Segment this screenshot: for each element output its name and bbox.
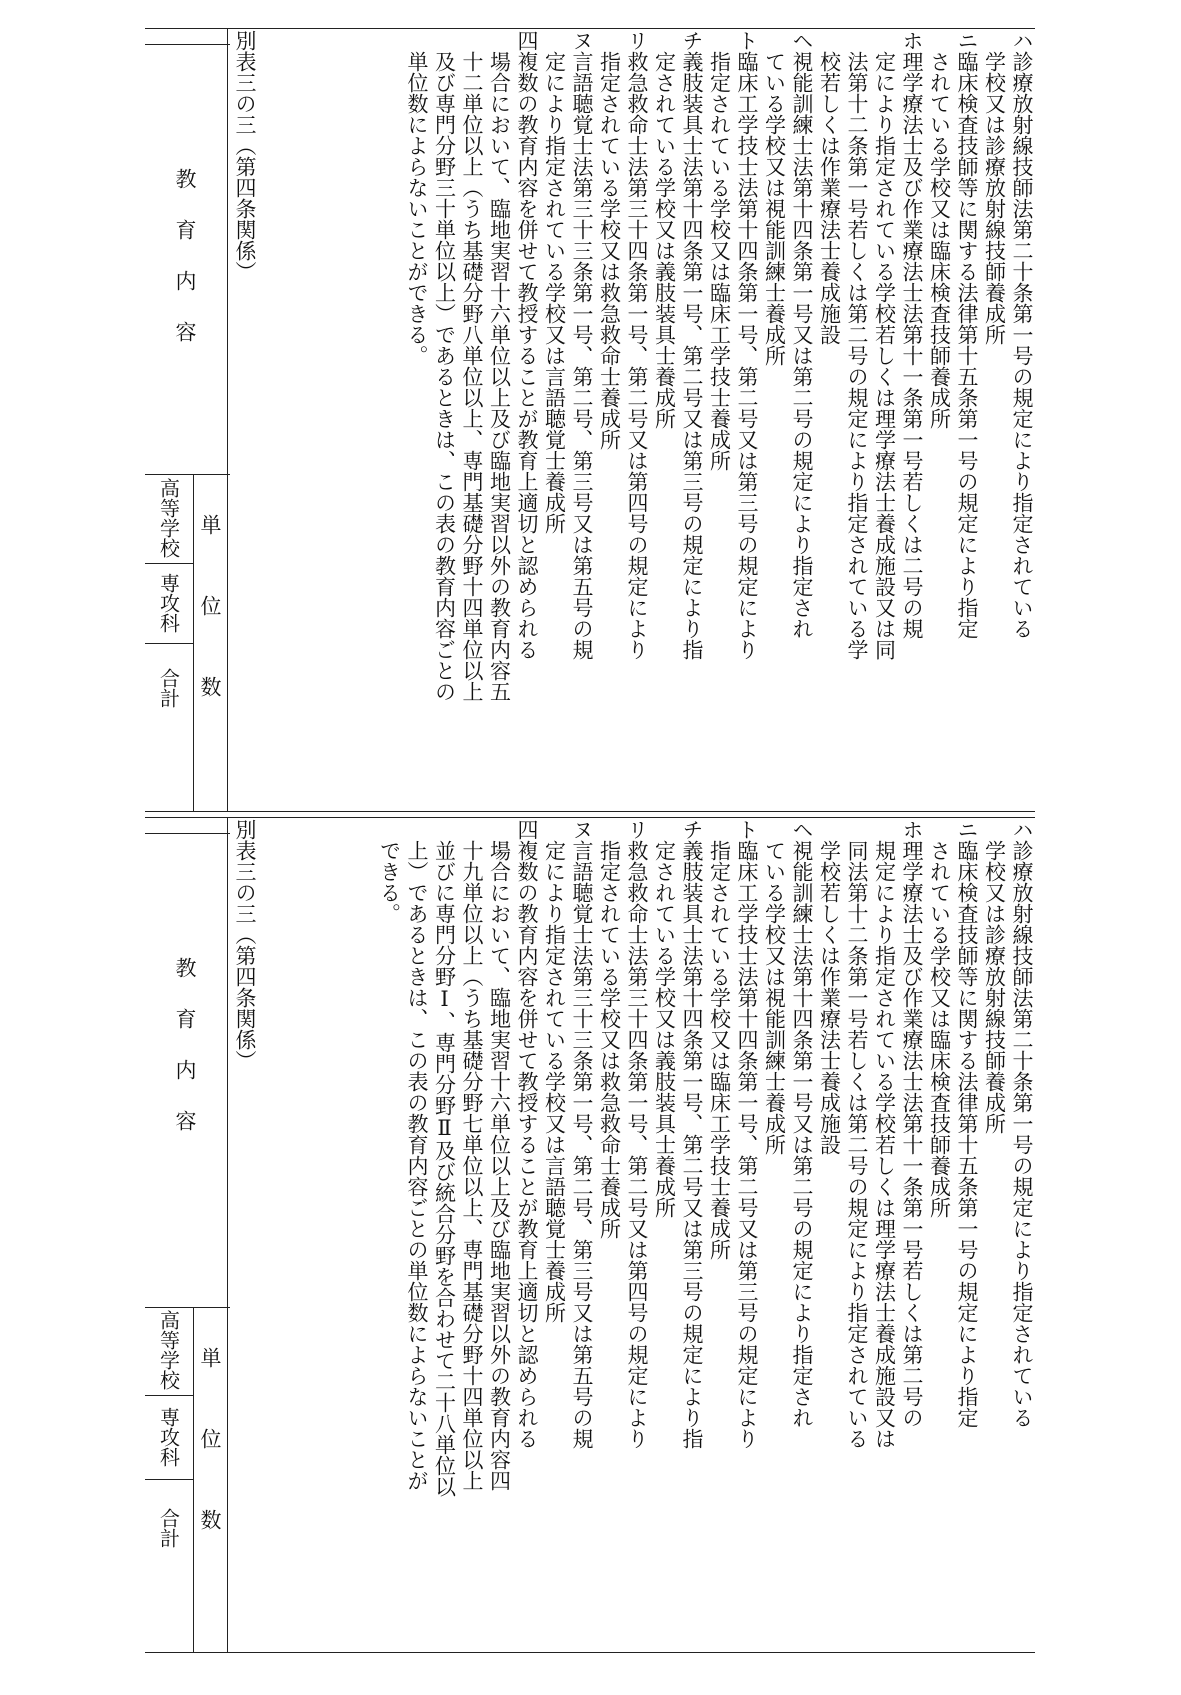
item-line: ている学校又は視能訓練士養成所 xyxy=(762,840,787,1155)
item-label: ハ xyxy=(1010,819,1034,840)
item-label: ヌ xyxy=(570,30,594,51)
table-title: 別表三の三（第四条関係） xyxy=(233,819,257,1071)
list-item xyxy=(375,817,540,1653)
table-header xyxy=(145,28,227,812)
list-item xyxy=(650,817,705,1653)
item-line: 法第十二条第一号若しくは第二号の規定により指定されている学 xyxy=(845,51,869,660)
item-line: 及び専門分野三十単位以上）であるときは、この表の教育内容ごとの xyxy=(432,51,457,702)
item-label: ニ xyxy=(955,30,979,51)
item-label: ホ xyxy=(900,819,924,840)
item-line: 規定により指定されている学校若しくは理学療法士養成施設又は xyxy=(872,840,897,1449)
list-item xyxy=(705,817,760,1653)
list-item xyxy=(595,28,650,812)
item-line: されている学校又は臨床検査技師養成所 xyxy=(927,51,952,429)
header-major-course: 専攻科 xyxy=(156,1406,181,1467)
item-line: 学校又は診療放射線技師養成所 xyxy=(982,840,1007,1134)
list-item xyxy=(815,817,925,1653)
item-label: リ xyxy=(625,30,649,51)
item-line: 定されている学校又は義肢装具士養成所 xyxy=(652,840,677,1218)
list-item xyxy=(403,28,541,812)
item-line: できる。 xyxy=(377,840,402,924)
item-line: 複数の教育内容を併せて教授することが教育上適切と認められる xyxy=(515,51,539,660)
item-line: 場合において、臨地実習十六単位以上及び臨地実習以外の教育内容四 xyxy=(487,840,512,1491)
item-label: リ xyxy=(625,819,649,840)
item-line: 視能訓練士法第十四条第一号又は第二号の規定により指定され xyxy=(790,840,814,1428)
header-total: 合計 xyxy=(156,668,181,708)
item-line: 十二単位以上（うち基礎分野八単位以上、専門基礎分野十四単位以上 xyxy=(460,51,484,702)
top-body-text xyxy=(295,28,1035,812)
item-label: ト xyxy=(735,819,759,840)
item-line: 校若しくは作業療法士養成施設 xyxy=(817,51,842,345)
item-label: ヌ xyxy=(570,819,594,840)
list-item xyxy=(925,817,980,1653)
item-line: 救急救命士法第三十四条第一号、第二号又は第四号の規定により xyxy=(625,840,649,1449)
item-line: 臨床検査技師等に関する法律第十五条第一号の規定により指定 xyxy=(955,840,979,1428)
item-line: 指定されている学校又は救急救命士養成所 xyxy=(597,840,622,1239)
item-line: 同法第十二条第一号若しくは第二号の規定により指定されている xyxy=(845,840,869,1449)
list-item xyxy=(595,817,650,1653)
header-education-content: 教育内容 xyxy=(173,957,197,1161)
item-label: ハ xyxy=(1010,30,1034,51)
item-label: ホ xyxy=(900,30,924,51)
header-education-content: 教育内容 xyxy=(173,168,197,372)
item-label: チ xyxy=(680,30,704,51)
list-item xyxy=(925,28,980,812)
item-line: 言語聴覚士法第三十三条第一号、第二号、第三号又は第五号の規 xyxy=(570,840,594,1449)
header-sub-rule xyxy=(145,563,193,564)
item-line: 十九単位以上（うち基礎分野七単位以上、専門基礎分野十四単位以上 xyxy=(460,840,484,1491)
list-item xyxy=(540,28,595,812)
item-line: 視能訓練士法第十四条第一号又は第二号の規定により指定され xyxy=(790,51,814,639)
list-item xyxy=(650,28,705,812)
header-sub-rule xyxy=(145,1395,193,1396)
item-line: 診療放射線技師法第二十条第一号の規定により指定されている xyxy=(1010,840,1034,1428)
header-right-rule xyxy=(227,817,228,1653)
item-line: 定により指定されている学校又は言語聴覚士養成所 xyxy=(542,840,567,1323)
header-divider xyxy=(193,474,194,812)
header-rule xyxy=(145,474,230,475)
item-line: 定により指定されている学校又は言語聴覚士養成所 xyxy=(542,51,567,534)
item-line: 定により指定されている学校若しくは理学療法士養成施設又は同 xyxy=(872,51,897,660)
header-sub-rule xyxy=(145,1479,193,1480)
item-label: ト xyxy=(735,30,759,51)
item-line: 臨床検査技師等に関する法律第十五条第一号の規定により指定 xyxy=(955,51,979,639)
item-line: 指定されている学校又は救急救命士養成所 xyxy=(597,51,622,450)
header-top-rule xyxy=(145,44,230,45)
top-table-panel xyxy=(145,28,1035,812)
bottom-table-panel xyxy=(145,817,1035,1653)
header-sub-rule xyxy=(145,643,193,644)
item-line: 指定されている学校又は臨床工学技士養成所 xyxy=(707,51,732,471)
header-units: 単位数 xyxy=(198,1347,222,1590)
item-line: 単位数によらないことができる。 xyxy=(405,51,429,366)
item-line: 理学療法士及び作業療法士法第十一条第一号若しくは第二号の xyxy=(900,840,924,1428)
item-line: 言語聴覚士法第三十三条第一号、第二号、第三号又は第五号の規 xyxy=(570,51,594,660)
list-item xyxy=(760,28,815,812)
item-label: 四 xyxy=(515,30,539,51)
item-label: 四 xyxy=(515,819,539,840)
header-top-rule xyxy=(145,833,230,834)
header-high-school: 高等学校 xyxy=(156,478,181,558)
item-line: 学校若しくは作業療法士養成施設 xyxy=(817,840,842,1155)
header-total: 合計 xyxy=(156,1508,181,1548)
table-title: 別表三の三（第四条関係） xyxy=(233,30,257,282)
header-high-school: 高等学校 xyxy=(156,1310,181,1390)
item-line: 上）であるときは、この表の教育内容ごとの単位数によらないことが xyxy=(405,840,429,1491)
item-line: 義肢装具士法第十四条第一号、第二号又は第三号の規定により指 xyxy=(680,840,704,1449)
item-line: ている学校又は視能訓練士養成所 xyxy=(762,51,787,366)
item-label: ヘ xyxy=(790,819,814,840)
header-units: 単位数 xyxy=(198,514,222,757)
item-line: 複数の教育内容を併せて教授することが教育上適切と認められる xyxy=(515,840,539,1449)
bottom-body-text xyxy=(295,817,1035,1653)
item-line: 定されている学校又は義肢装具士養成所 xyxy=(652,51,677,429)
item-line: されている学校又は臨床検査技師養成所 xyxy=(927,840,952,1218)
item-label: チ xyxy=(680,819,704,840)
item-line: 学校又は診療放射線技師養成所 xyxy=(982,51,1007,345)
list-item xyxy=(815,28,925,812)
item-line: 並びに専門分野Ⅰ、専門分野Ⅱ及び統合分野を合わせて二十八単位以 xyxy=(432,840,457,1497)
header-rule xyxy=(145,1307,230,1308)
list-item xyxy=(705,28,760,812)
item-line: 診療放射線技師法第二十条第一号の規定により指定されている xyxy=(1010,51,1034,639)
item-line: 臨床工学技士法第十四条第一号、第二号又は第三号の規定により xyxy=(735,51,759,660)
item-label: ニ xyxy=(955,819,979,840)
header-divider xyxy=(193,1307,194,1653)
item-line: 救急救命士法第三十四条第一号、第二号又は第四号の規定により xyxy=(625,51,649,660)
item-line: 理学療法士及び作業療法士法第十一条第一号若しくは二号の規 xyxy=(900,51,924,639)
item-line: 場合において、臨地実習十六単位以上及び臨地実習以外の教育内容五 xyxy=(487,51,512,702)
list-item xyxy=(980,28,1035,812)
list-item xyxy=(980,817,1035,1653)
list-item xyxy=(540,817,595,1653)
item-line: 義肢装具士法第十四条第一号、第二号又は第三号の規定により指 xyxy=(680,51,704,660)
header-right-rule xyxy=(227,28,228,812)
list-item xyxy=(760,817,815,1653)
item-label: ヘ xyxy=(790,30,814,51)
item-line: 臨床工学技士法第十四条第一号、第二号又は第三号の規定により xyxy=(735,840,759,1449)
header-major-course: 専攻科 xyxy=(156,573,181,633)
table-header xyxy=(145,817,227,1653)
item-line: 指定されている学校又は臨床工学技士養成所 xyxy=(707,840,732,1260)
